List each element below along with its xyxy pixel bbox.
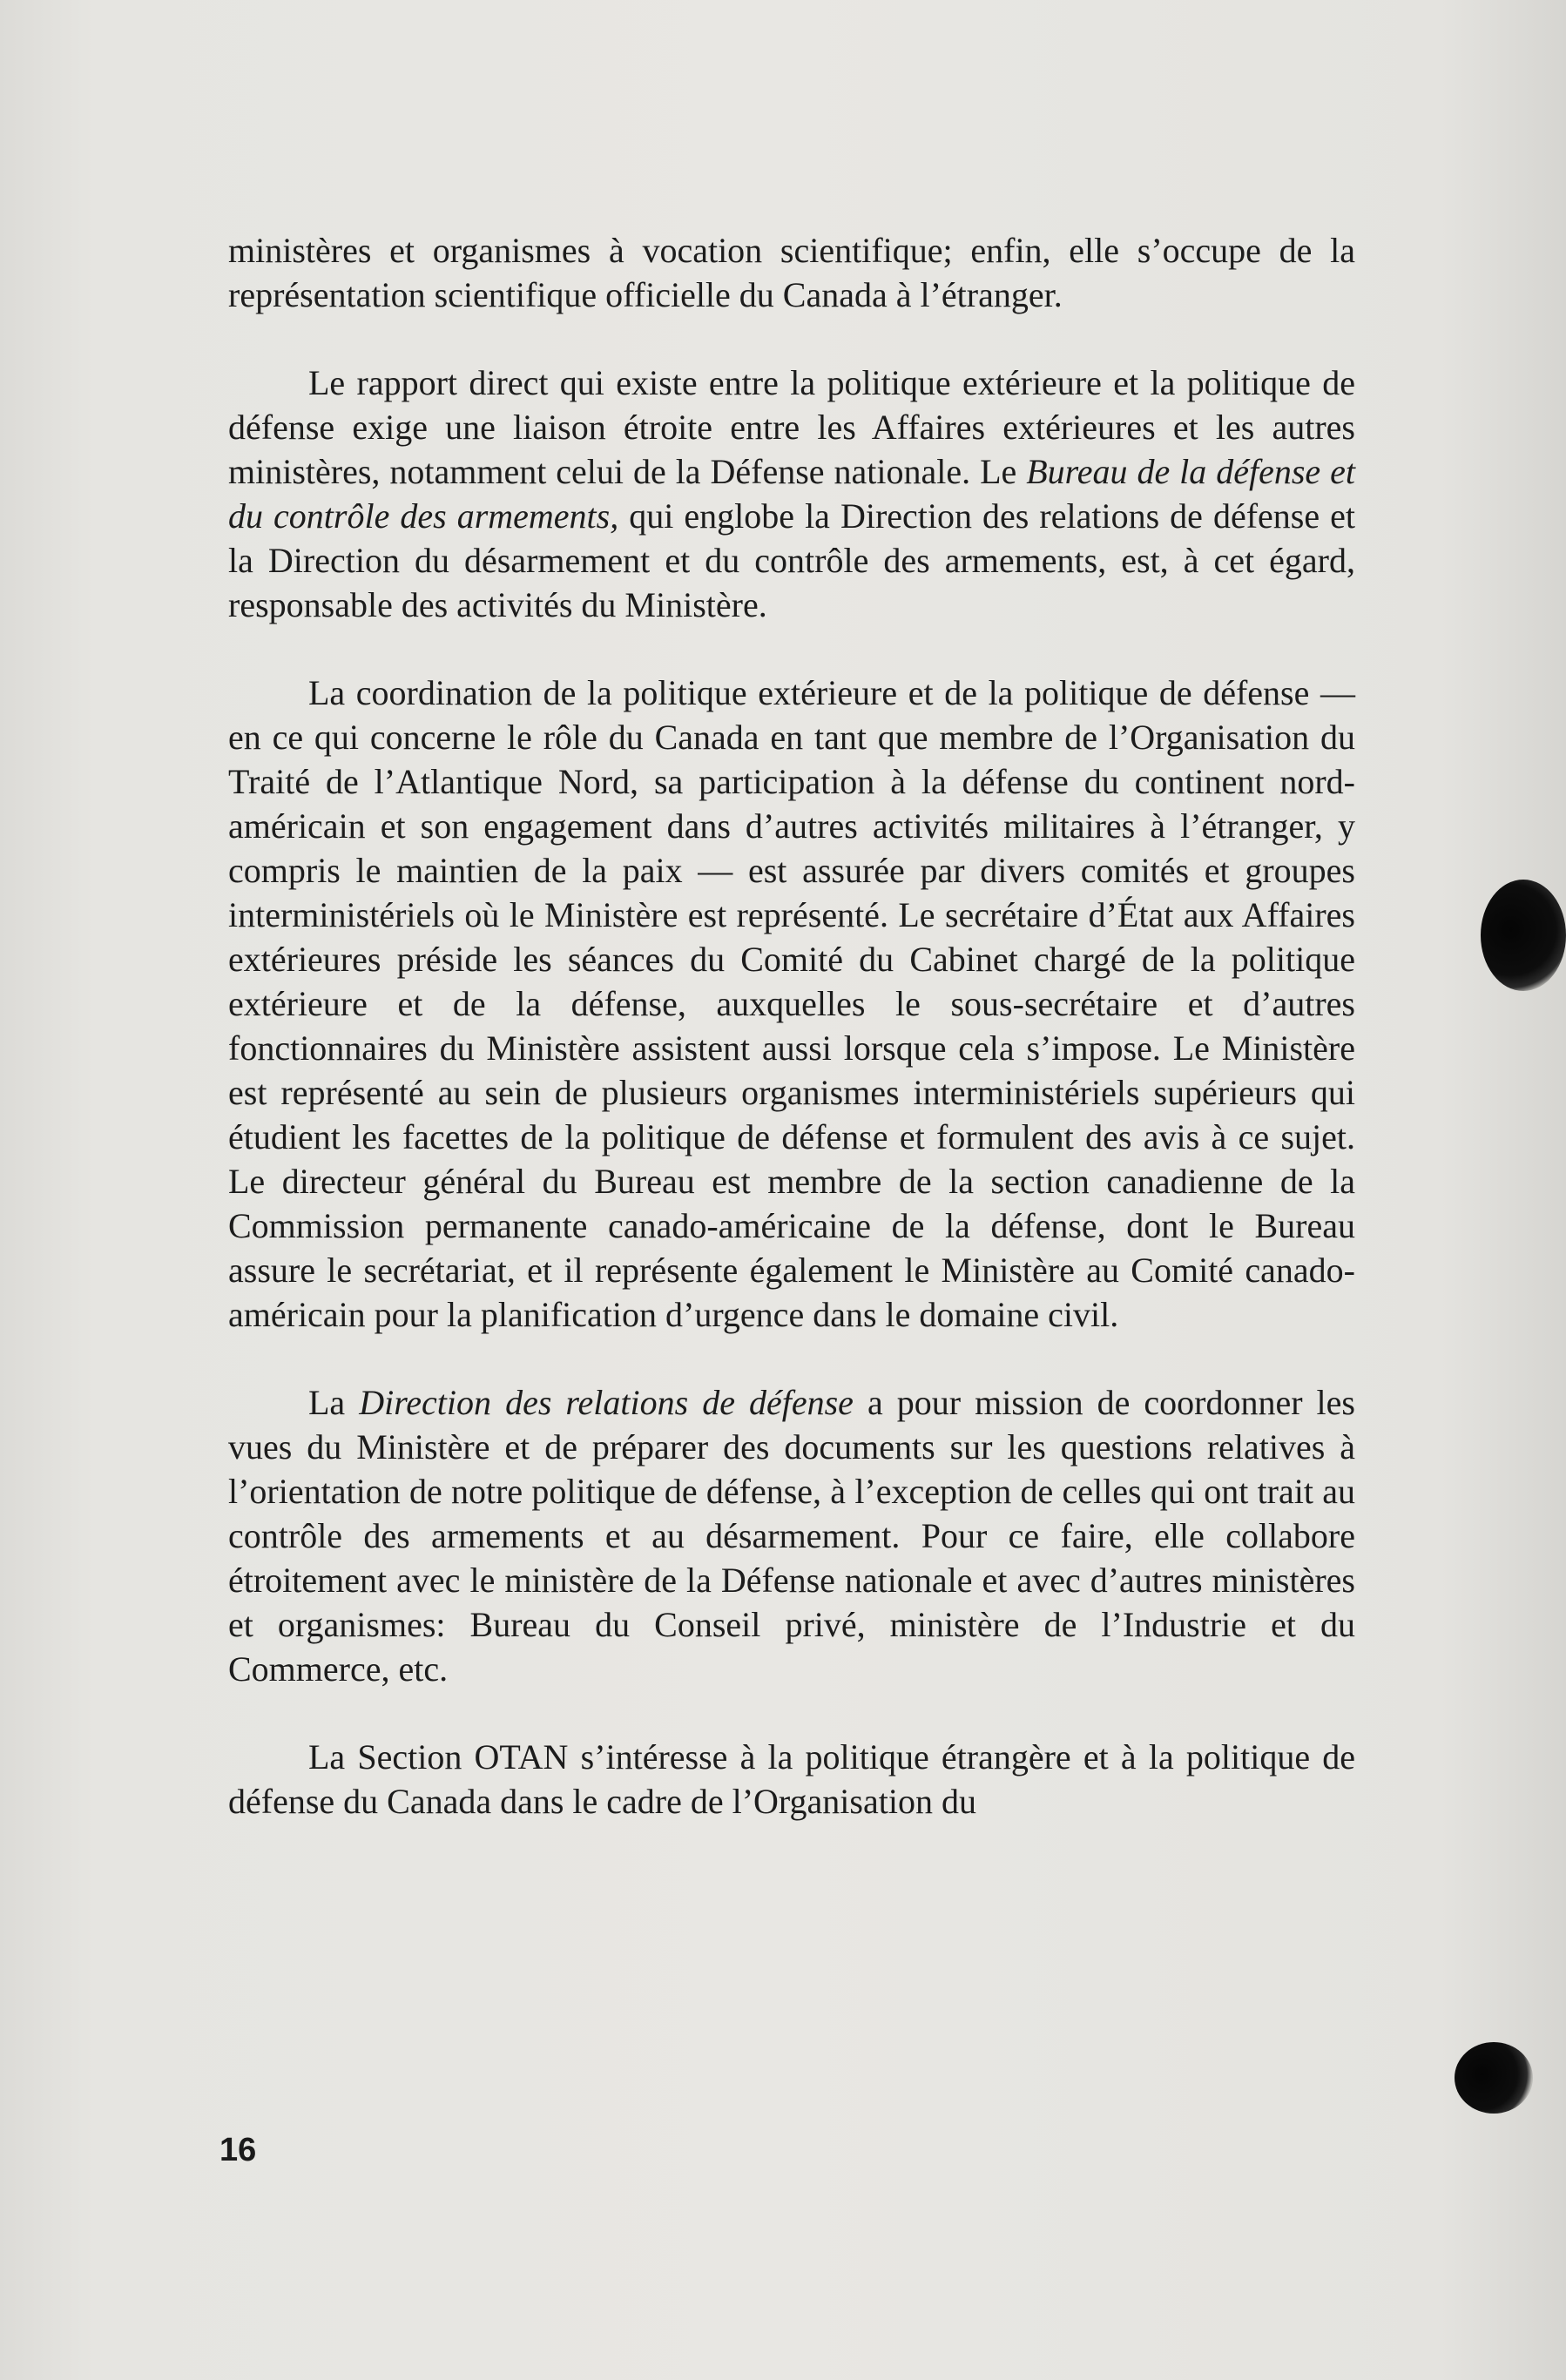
- text-run: La Section OTAN s’intéresse à la politique étrangère et à la politique de défense du Canada dans le cadre de l’Organisation du: [228, 1737, 1355, 1821]
- paragraph: [228, 1380, 1355, 1691]
- paragraph: [228, 671, 1355, 1337]
- text-run: La coordination de la politique extérieure et de la politique de défense — en ce qui concerne le rôle du Canada en tant que membre de l’Organisation du Traité de l’Atlantique Nord, sa participation à la défense du continent nord-américain et son engagement dans d’autres activités militaires à l’étranger, y compris le maintien de la paix — est assurée par divers comités et groupes interministériels où le Ministère est représenté. Le secrétaire d’État aux Affaires extérieures préside les séances du Comité du Cabinet chargé de la politique extérieure et de la défense, auxquelles le sous-secrétaire et d’autres fonctionnaires du Ministère assistent aussi lorsque cela s’impose. Le Ministère est représenté au sein de plusieurs organismes interministériels supérieurs qui étudient les facettes de la politique de défense et formulent des avis à ce sujet. Le directeur général du Bureau est membre de la section canadienne de la Commission permanente canado-américaine de la défense, dont le Bureau assure le secrétariat, et il représente également le Ministère au Comité canado-américain pour la planification d’urgence dans le domaine civil.: [228, 673, 1355, 1334]
- italic-run: Bureau de la défense et du contrôle des armements,: [228, 452, 1355, 536]
- body-text: [228, 228, 1355, 1824]
- page-number: 16: [219, 2132, 257, 2168]
- paragraph: [228, 228, 1355, 317]
- paragraph: [228, 1735, 1355, 1824]
- text-run: qui englobe la Direction des relations de défense et la Direction du désarmement et du contrôle des armements, est, à cet égard, responsable des activités du Ministère.: [228, 496, 1355, 624]
- text-run: a pour mission de coordonner les vues du Ministère et de préparer des documents sur les questions relatives à l’orientation de notre politique de défense, à l’exception de celles qui ont trait au contrôle des armements et au désarmement. Pour ce faire, elle collabore étroitement avec le ministère de la Défense nationale et avec d’autres ministères et organismes: Bureau du Conseil privé, ministère de l’Industrie et du Commerce, etc.: [228, 1383, 1355, 1689]
- binder-hole-top: [1481, 880, 1566, 991]
- binder-hole-bottom: [1455, 2042, 1533, 2114]
- text-run: La: [308, 1383, 360, 1422]
- text-run: ministères et organismes à vocation scientifique; enfin, elle s’occupe de la représentation scientifique officielle du Canada à l’étranger.: [228, 231, 1355, 314]
- paragraph: [228, 361, 1355, 627]
- text-run: Le rapport direct qui existe entre la politique extérieure et la politique de défense exige une liaison étroite entre les Affaires extérieures et les autres ministères, notamment celui de la Défense nationale. Le: [228, 363, 1355, 491]
- italic-run: Direction des relations de défense: [359, 1383, 854, 1422]
